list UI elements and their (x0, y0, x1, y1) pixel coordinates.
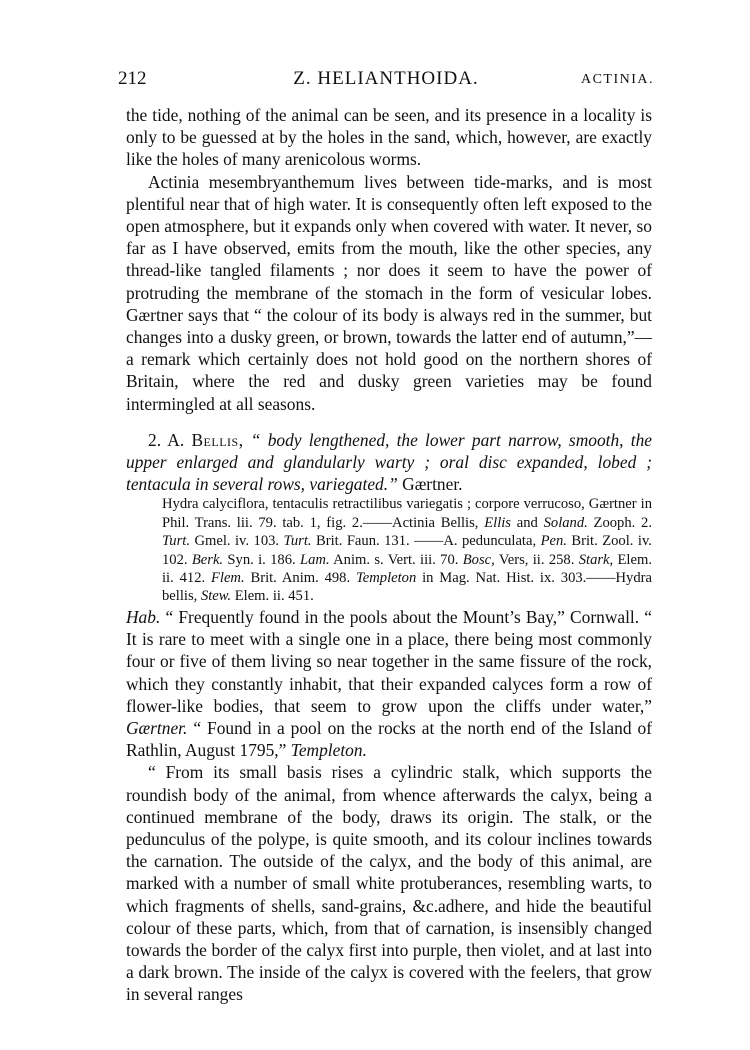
synonymy-author: Turt. (283, 533, 312, 550)
synonymy-author: Lam. (300, 551, 330, 568)
synonymy-text: Hydra calyciflora, tentaculis retractilibus variegatis ; corpore verrucoso, Gærtner in Phil. Trans. lii. 79. tab. 1, fig. 2.——Actinia Bellis, (162, 496, 652, 531)
synonymy-text: Vers, ii. 258. (498, 551, 575, 568)
synonymy-text: ——A. pedunculata, (414, 533, 537, 550)
species-name: Bellis, (191, 429, 244, 450)
habitat-label: Hab. (126, 606, 161, 627)
page-body (126, 104, 652, 1006)
synonymy-text: Elem. ii. 451. (234, 588, 314, 605)
running-header (118, 66, 654, 96)
synonymy-text: Elem. ii. 412. (162, 551, 652, 587)
habitat-authority: Templeton. (290, 740, 367, 761)
synonymy-text: Brit. Faun. 131. (316, 533, 410, 550)
synonymy-text: and (516, 514, 538, 531)
paragraph-continued: the tide, nothing of the animal can be seen, and its presence in a locality is only to be guessed at by the holes in the sand, which, however, are exactly like the holes of many arenicolous worms. (126, 105, 652, 170)
habitat-paragraph (126, 606, 652, 761)
paragraph-description: “ From its small basis rises a cylindric stalk, which supports the roundish body of the animal, from whence afterwards the calyx, being a continued membrane of the body, draws its origin. The stalk, or the pedunculus of the polype, is quite smooth, and its colour inclines towards the carnation. The outside of the calyx, and the body of this animal, are marked with a number of small white protuberances, resembling warts, to which fragments of shells, sand-grains, &c.adhere, and hide the beautiful colour of these parts, which, from that of carnation, is insensibly changed towards the border of the calyx first into purple, then violet, and at last into a dark brown. The inside of the calyx is covered with the feelers, that grow in several ranges (126, 762, 652, 1005)
species-authority: Gærtner. (402, 474, 463, 495)
habitat-text: “ Frequently found in the pools about the Mount’s Bay,” Cornwall. “ It is rare to meet with a single one in a place, there being most commonly four or five of them living so near together in the same fissure of the rock, which they constantly inhabit, that their expanded calyces form a row of flower-like bodies, that seem to grow upon the cliffs under water,” (126, 606, 652, 716)
synonymy-text: Syn. i. 186. (227, 551, 296, 568)
synonymy-author: Bosc, (462, 551, 495, 568)
page-number: 212 (118, 68, 147, 89)
running-genus: ACTINIA. (580, 72, 654, 87)
species-number: 2. A. (148, 429, 185, 450)
synonymy-author: Templeton (355, 570, 417, 587)
synonymy-block (162, 495, 652, 605)
synonymy-text: Anim. s. Vert. iii. 70. (333, 551, 459, 568)
synonymy-text: in Mag. Nat. Hist. ix. 303.——Hydra bellis, (162, 570, 652, 605)
paragraph-mesembryanthemum: Actinia mesembryanthemum lives between tide-marks, and is most plentiful near that of high water. It is consequently often left exposed to the open atmosphere, but it expands only when covered with water. It never, so far as I have observed, emits from the mouth, like the other species, any thread-like tangled filaments ; nor does it seem to have the power of protruding the membrane of the stomach in the form of vesicular lobes. Gærtner says that “ the colour of its body is always red in the summer, but changes into a dusky green, or brown, towards the latter end of autumn,”—a remark which certainly does not hold good on the northern shores of Britain, where the red and dusky green varieties may be found intermingled at all seasons. (126, 171, 652, 414)
synonymy-text: Brit. Zool. iv. 102. (162, 533, 652, 568)
species-heading (126, 429, 652, 496)
habitat-text: “ Found in a pool on the rocks at the north end of the Island of Rathlin, August 1795,” (126, 717, 652, 761)
synonymy-author: Soland. (543, 514, 588, 531)
synonymy-author: Pen. (540, 533, 567, 550)
synonymy-author: Flem. (210, 570, 245, 587)
synonymy-author: Ellis (484, 514, 511, 531)
habitat-authority: Gærtner. (126, 717, 188, 738)
species-description: “ body lengthened, the lower part narrow, smooth, the upper enlarged and glandularly warty ; oral disc expanded, lobed ; tentacula in several rows, variegated.” (126, 429, 652, 495)
running-title: Z. HELIANTHOIDA. (293, 68, 479, 89)
synonymy-author: Berk. (191, 551, 224, 568)
synonymy-author: Stew. (200, 588, 232, 605)
synonymy-text: Gmel. iv. 103. (194, 533, 280, 550)
synonymy-author: Turt. (162, 533, 190, 550)
synonymy-text: Zooph. 2. (593, 514, 652, 531)
synonymy-author: Stark, (578, 551, 614, 568)
synonymy-text: Brit. Anim. 498. (250, 570, 351, 587)
